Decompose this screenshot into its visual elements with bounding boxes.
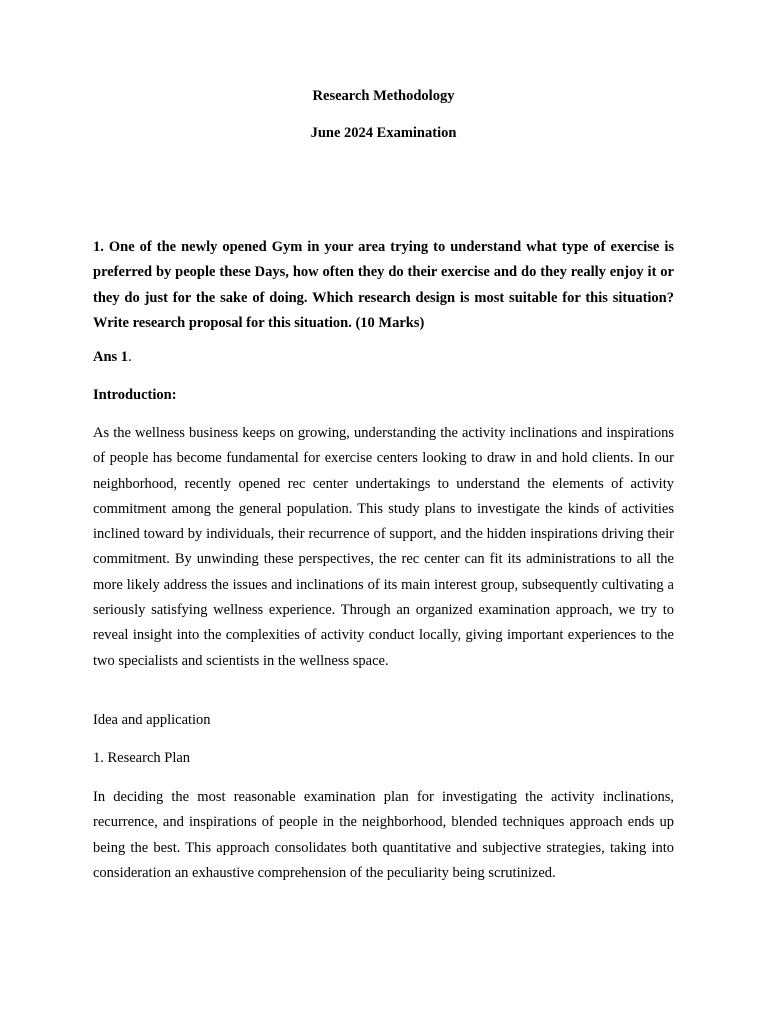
introduction-paragraph: As the wellness business keeps on growing, understanding the activity inclinations and inspirations of people has become fundamental for exercise centers looking to draw in and hold clients. In our neighborhood, recently opened rec center undertakings to understand the elements of activity commitment among the general population. This study plans to investigate the kinds of activities inclined toward by individuals, their recurrence of support, and the hidden inspirations driving their commitment. By unwinding these perspectives, the rec center can fit its administrations to all the more likely address the issues and inclinations of its main interest group, subsequently cultivating a seriously satisfying wellness experience. Through an organized examination approach, we try to reveal insight into the complexities of activity conduct locally, giving important experiences to the two specialists and scientists in the wellness space. bbox=[93, 425, 674, 669]
introduction-heading: Introduction: bbox=[93, 387, 177, 403]
document-page bbox=[93, 0, 674, 1024]
document-title: Research Methodology bbox=[312, 88, 455, 104]
research-plan-paragraph: In deciding the most reasonable examination plan for investigating the activity inclinations, recurrence, and inspirations of people in the neighborhood, blended techniques approach ends up being the best. This approach consolidates both quantitative and subjective strategies, taking into consideration an exhaustive comprehension of the peculiarity being scrutinized. bbox=[93, 789, 674, 881]
answer-label-text: Ans 1 bbox=[93, 349, 129, 365]
answer-label-suffix: . bbox=[128, 349, 132, 365]
research-plan-heading: 1. Research Plan bbox=[93, 750, 191, 766]
question-text: 1. One of the newly opened Gym in your area trying to understand what type of exercise is preferred by people these Days, how often they do their exercise and do they really enjoy it or they do just for the sake of doing. Which research design is most suitable for this situation? Write research proposal for this situation. (10 Marks) bbox=[93, 239, 674, 331]
answer-label bbox=[93, 348, 132, 366]
idea-heading: Idea and application bbox=[93, 712, 211, 728]
document-subtitle: June 2024 Examination bbox=[310, 125, 457, 141]
